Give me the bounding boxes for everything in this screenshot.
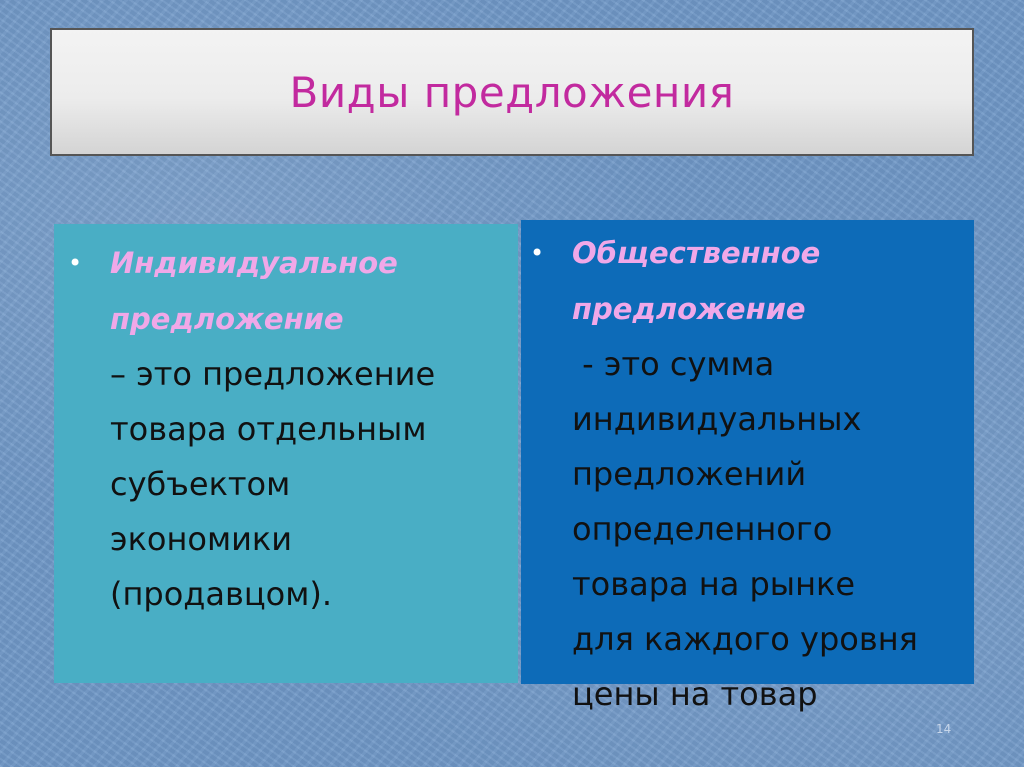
right-line-5: товара на рынке (572, 565, 855, 603)
bullet-icon: • (530, 239, 545, 267)
left-term-line2: предложение (110, 302, 344, 336)
title-box (50, 28, 974, 156)
left-line-4: экономики (110, 520, 293, 558)
right-line-4: определенного (572, 510, 833, 548)
left-line-1: – это предложение (110, 355, 436, 393)
right-line-7: цены на товар (572, 675, 818, 713)
right-term-line2: предложение (572, 292, 806, 326)
right-line-3: предложений (572, 455, 807, 493)
left-term-line2-row (68, 291, 508, 347)
right-term-line (530, 226, 970, 281)
left-line-2: товара отдельным (110, 410, 427, 448)
left-term-line (68, 236, 508, 291)
right-term-line2-row (530, 281, 970, 337)
right-term-line1: Общественное (572, 236, 821, 270)
left-line-5: (продавцом). (110, 575, 333, 613)
slide-title: Виды предложения (289, 67, 735, 117)
left-line-3: субъектом (110, 465, 291, 503)
right-line-6: для каждого уровня (572, 620, 918, 658)
slide-number: 14 (936, 722, 952, 736)
right-line-2: индивидуальных (572, 400, 862, 438)
left-definition (68, 236, 508, 622)
left-term-line1: Индивидуальное (110, 246, 398, 280)
right-line-1: - это сумма (572, 345, 775, 383)
bullet-icon: • (68, 249, 83, 277)
right-definition (530, 226, 970, 722)
